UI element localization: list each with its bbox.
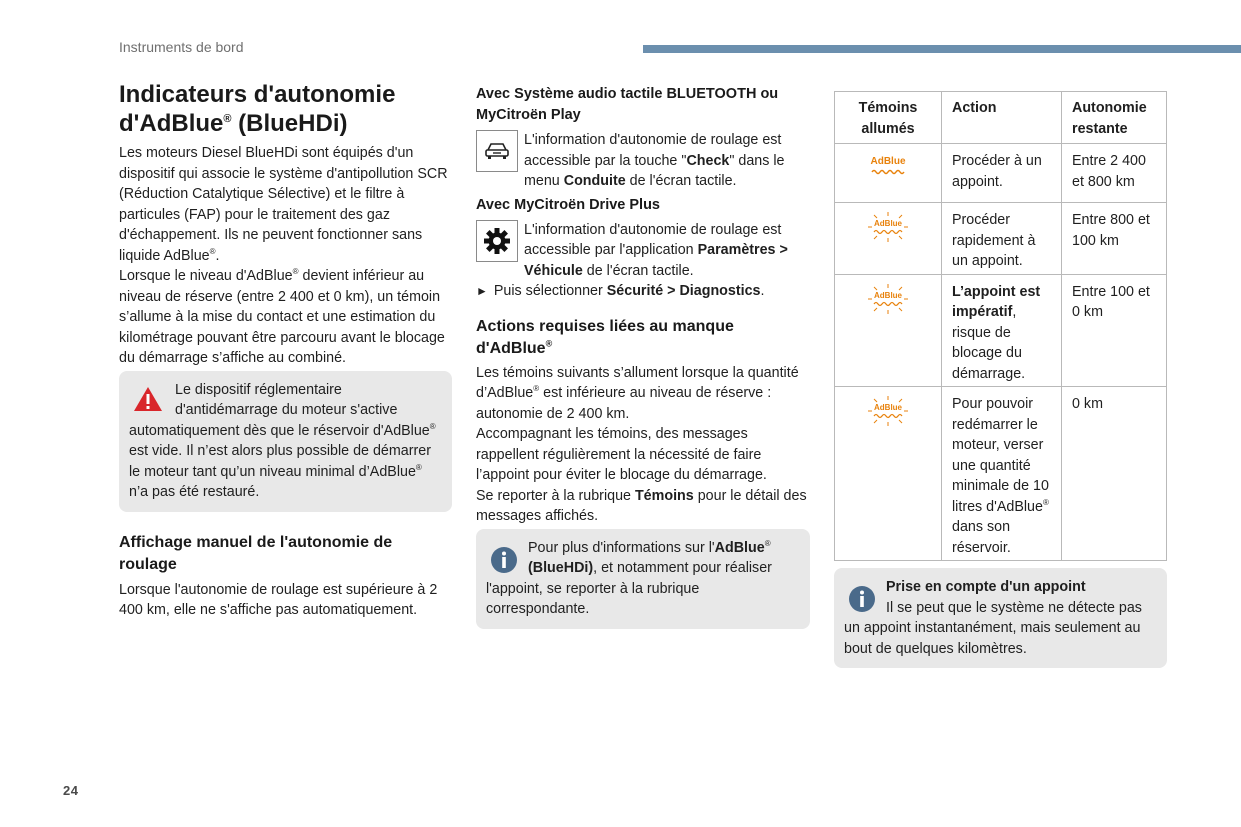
svg-text:AdBlue: AdBlue: [874, 290, 902, 300]
adblue-lamp-flashing-icon: [866, 283, 910, 322]
row4-action: Pour pouvoir redémarrer le moteur, verser une quantité minimale de 10 litres d'AdBlue® dans son réservoir.: [942, 387, 1062, 561]
row2-action: Procéder rapidement à un appoint.: [942, 203, 1062, 275]
level-paragraph: Lorsque le niveau d'AdBlue® devient inférieur au niveau de réserve (entre 2 400 et 0 km), un témoin s’allume à la mise du contact et une estimation du kilométrage pouvant être parcouru avant le blocage du démarrage s’affiche au combiné.: [119, 267, 445, 366]
warning-triangle-icon: [133, 386, 163, 412]
drive-plus-step: ► Puis sélectionner Sécurité > Diagnostics.: [476, 283, 765, 299]
actions-text-2: Accompagnant les témoins, des messages rappellent régulièrement la nécessité de faire l’appoint pour éviter le blocage du démarrage.: [476, 426, 767, 483]
manual-display-title: Affichage manuel de l'autonomie de roulage: [119, 533, 393, 573]
row1-range: Entre 2 400 et 800 km: [1062, 144, 1167, 203]
section-header: Instruments de bord: [119, 39, 244, 55]
bluetooth-text: L'information d'autonomie de roulage est accessible par la touche "Check" dans le menu Conduite de l'écran tactile.: [524, 132, 785, 189]
settings-gear-icon: [476, 220, 518, 262]
drive-plus-title: Avec MyCitroën Drive Plus: [476, 196, 660, 213]
table-row: [835, 274, 1167, 387]
header-accent-bar: [643, 45, 1241, 53]
row1-action: Procéder à un appoint.: [942, 144, 1062, 203]
adblue-lamp-flashing-icon: [866, 211, 910, 250]
row3-range: Entre 100 et 0 km: [1062, 274, 1167, 387]
row2-range: Entre 800 et 100 km: [1062, 203, 1167, 275]
warning-note: Le dispositif réglementaire d'antidémarrage du moteur s'active automatiquement dès que le réservoir d'AdBlue® est vide. Il n’est alors plus possible de démarrer le moteur tant qu’un niveau minimal d’AdBlue® n’a pas été restauré.: [119, 371, 452, 512]
column-middle: [476, 84, 810, 629]
car-check-icon: [476, 130, 518, 172]
intro-paragraph: Les moteurs Diesel BlueHDi sont équipés d'un dispositif qui associe le système d'antipollution SCR (Réduction Catalytique Sélective) et le filtre à particules (FAP) pour le traitement des gaz d'échappement. Ils ne peuvent fonctionner sans liquide AdBlue®.: [119, 145, 448, 264]
header-action: Action: [942, 92, 1062, 144]
actions-title: Actions requises liées au manque d'AdBlue®: [476, 317, 734, 357]
info-note-refill: [834, 568, 1167, 668]
adblue-lamp-icon: [868, 152, 908, 187]
adblue-table: [834, 91, 1167, 561]
svg-text:AdBlue: AdBlue: [874, 403, 902, 412]
drive-plus-text: L'information d'autonomie de roulage est accessible par l'application Paramètres > Véhicule de l'écran tactile.: [524, 221, 788, 279]
table-header-row: [835, 92, 1167, 144]
table-row: [835, 203, 1167, 275]
table-row: [835, 144, 1167, 203]
header-lamps: Témoins allumés: [835, 92, 942, 144]
page-number: 24: [63, 783, 79, 798]
svg-text:AdBlue: AdBlue: [870, 156, 906, 167]
table-row: [835, 387, 1167, 561]
bluetooth-title: Avec Système audio tactile BLUETOOTH ou MyCitroën Play: [476, 86, 779, 123]
row3-action: L’appoint est impératif, risque de blocage du démarrage.: [942, 274, 1062, 387]
column-right: [834, 91, 1167, 668]
header-range: Autonomie restante: [1062, 92, 1167, 144]
info-icon: [848, 585, 876, 613]
info-note-bluehdi: Pour plus d'informations sur l'AdBlue® (BlueHDi), et notamment pour réaliser l'appoint, se reporter à la rubrique correspondante.: [476, 529, 810, 629]
adblue-lamp-flashing-icon: [866, 395, 910, 434]
refill-note-text: Il se peut que le système ne détecte pas un appoint instantanément, mais seulement au bout de quelques kilomètres.: [844, 599, 1142, 657]
column-left: [119, 80, 452, 621]
actions-text-1: Les témoins suivants s’allument lorsque la quantité d’AdBlue® est inférieure au niveau de réserve : autonomie de 2 400 km.: [476, 364, 799, 422]
info-icon: [490, 546, 518, 574]
row4-range: 0 km: [1062, 387, 1167, 561]
actions-text-3: Se reporter à la rubrique Témoins pour le détail des messages affichés.: [476, 487, 807, 524]
manual-display-text: Lorsque l'autonomie de roulage est supérieure à 2 400 km, elle ne s'affiche pas automatiquement.: [119, 581, 438, 618]
svg-text:AdBlue: AdBlue: [874, 219, 902, 228]
page-title: Indicateurs d'autonomie d'AdBlue® (BlueHDi): [119, 81, 396, 137]
refill-note-title: Prise en compte d'un appoint: [886, 579, 1086, 595]
